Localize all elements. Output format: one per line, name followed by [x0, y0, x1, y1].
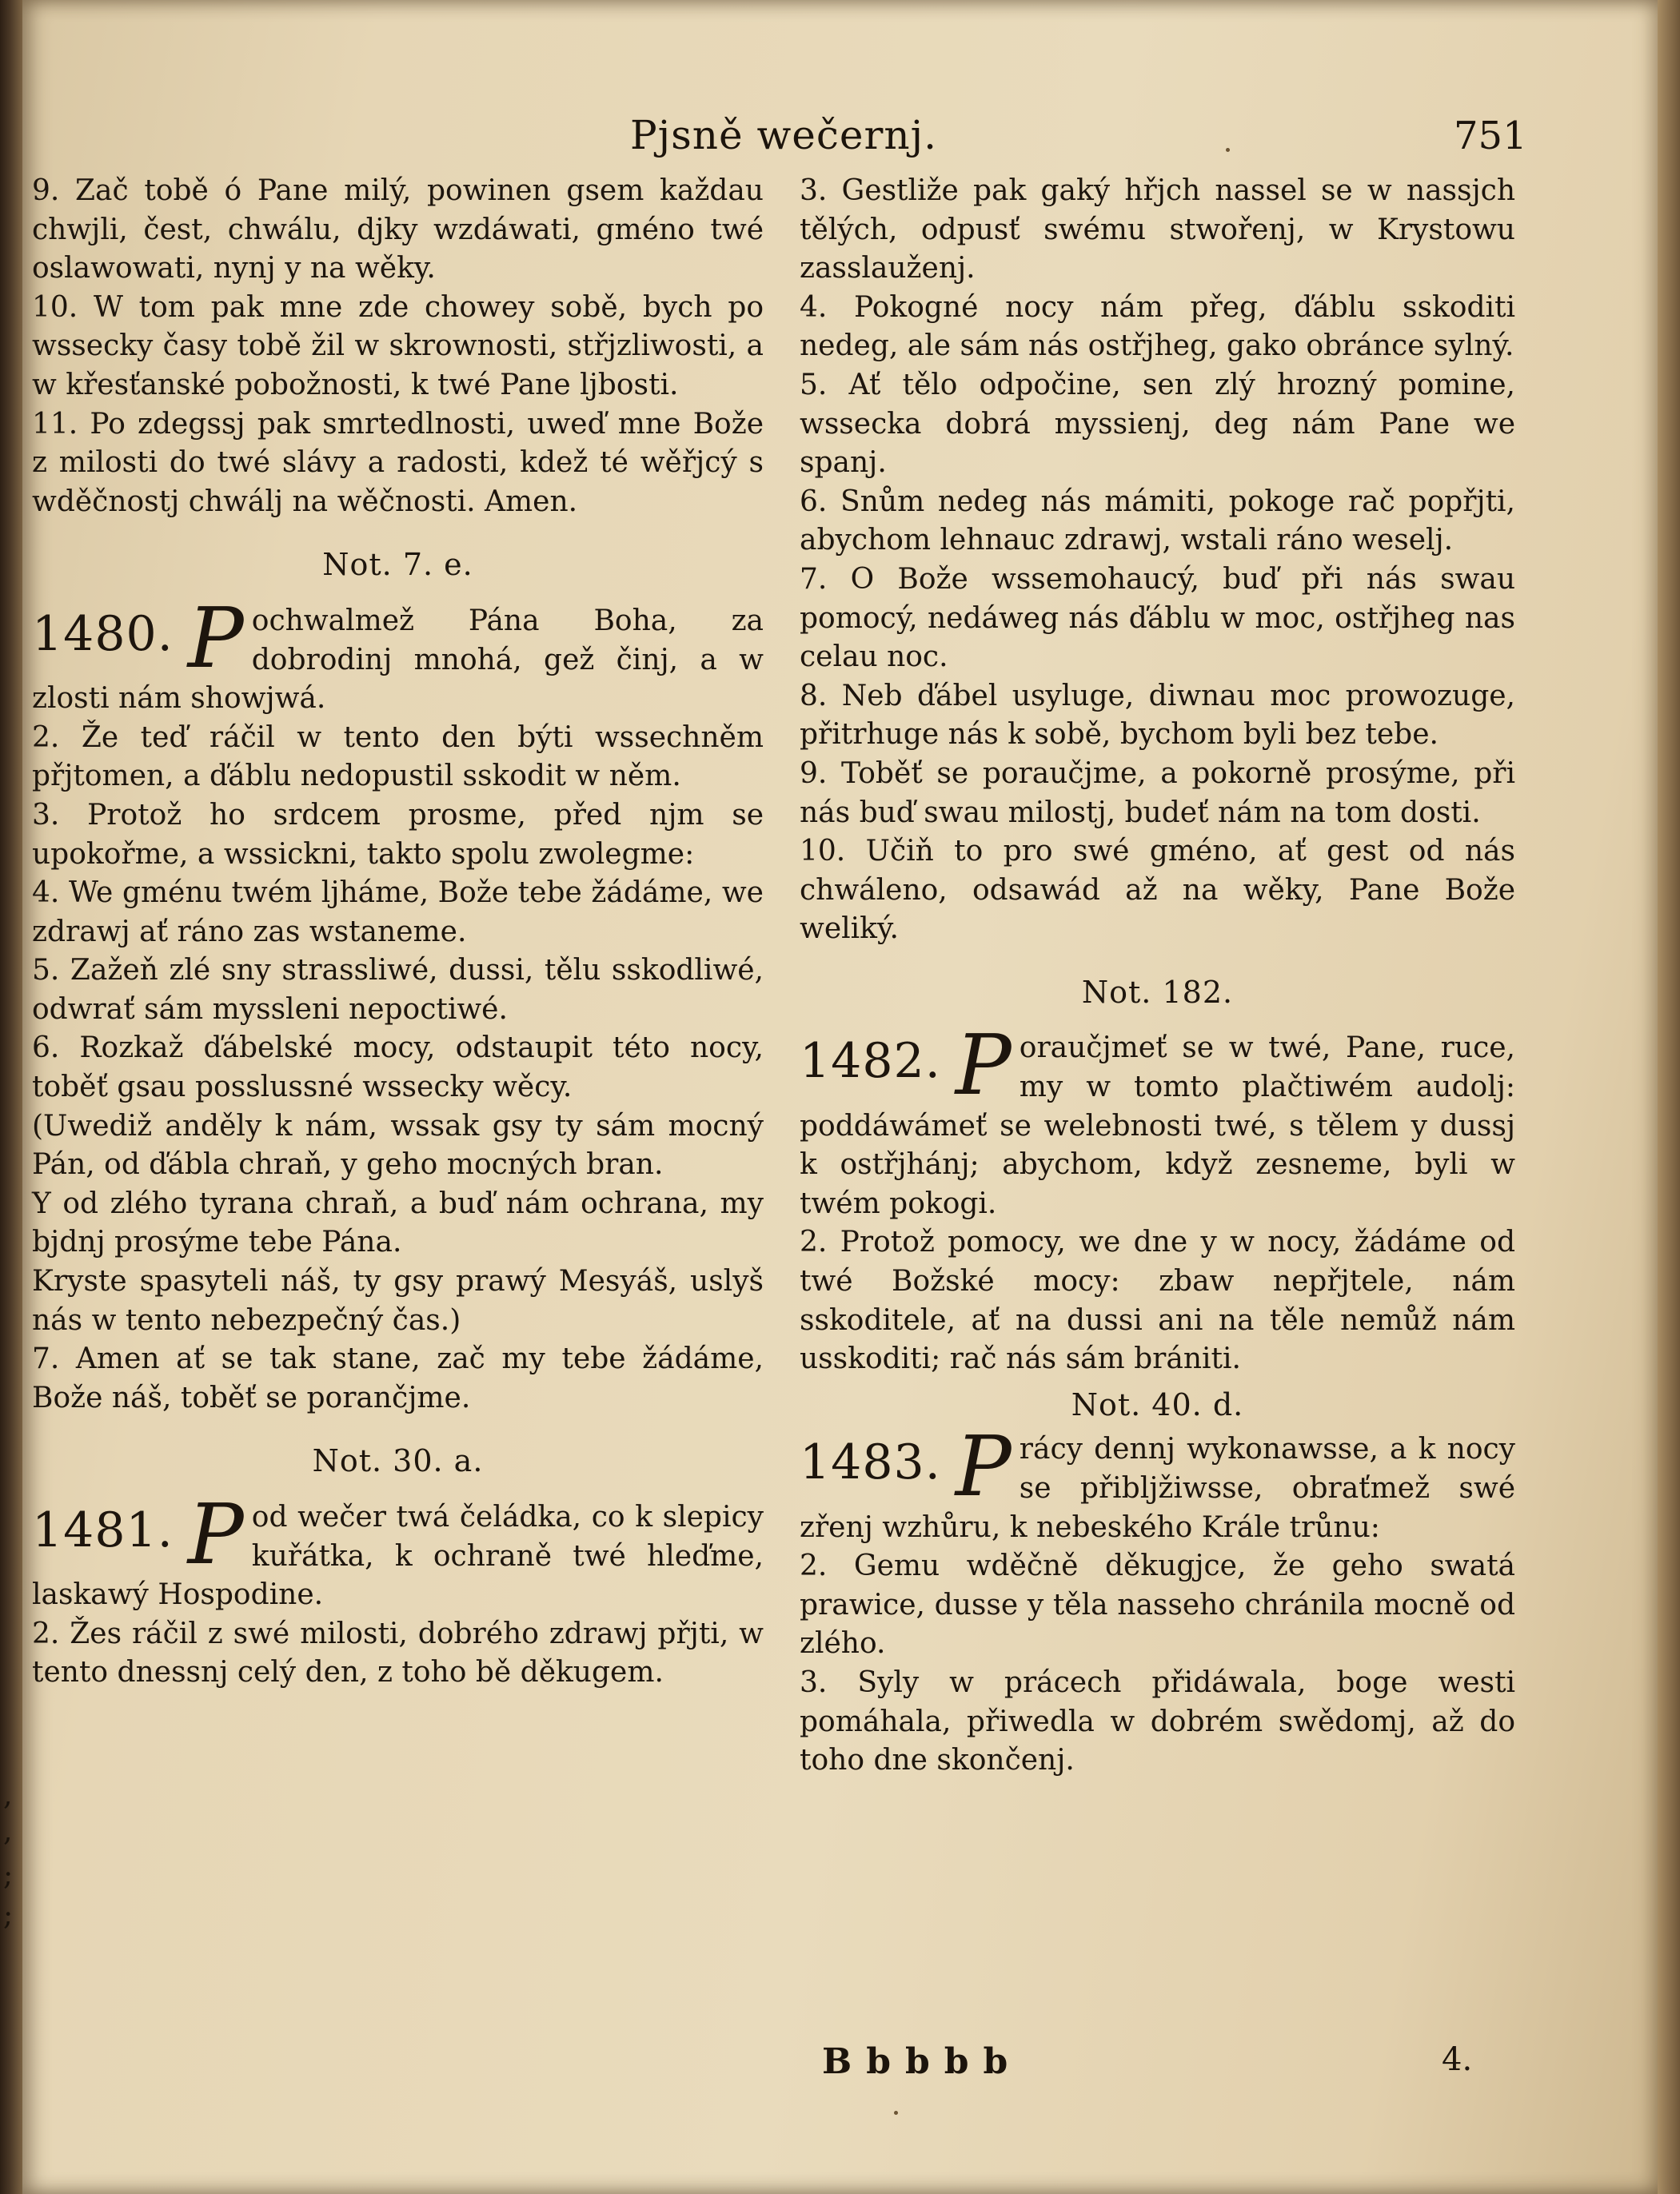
- verse: 9. Zač tobě ó Pane milý, powinen gsem každau chwjli, čest, chwálu, djky wzdáwati, gméno twé oslawowati, nynj y na wěky.: [32, 174, 764, 285]
- verse: 10. W tom pak mne zde chowey sobě, bych po wssecky časy tobě žil w skrownosti, střjzliwosti, a w křesťanské pobožnosti, k twé Pane ljbosti.: [32, 290, 764, 401]
- verse: 2. Že teď ráčil w tento den býti wssechněm přjtomen, a ďáblu nedopustil sskodit w něm.: [32, 720, 764, 793]
- edge-mark: ;: [3, 1899, 14, 1932]
- drop-cap-initial: P: [955, 1016, 1012, 1115]
- verse: 6. Snům nedeg nás mámiti, pokoge rač popřjti, abychom lehnauc zdrawj, wstali ráno weselj.: [800, 485, 1515, 557]
- verse: 9. Toběť se poraučjme, a pokorně prosýme, při nás buď swau milostj, budeť nám na tom dosti.: [800, 756, 1515, 829]
- hymn-number: 1481.: [32, 1502, 174, 1558]
- catchword: 4.: [1442, 2041, 1473, 2078]
- verse: Y od zlého tyrana chraň, a buď nám ochrana, my bjdnj prosýme tebe Pána.: [32, 1187, 764, 1259]
- drop-cap-initial: P: [187, 588, 244, 687]
- drop-cap-initial: P: [955, 1418, 1012, 1516]
- verse: 7. O Bože wssemohaucý, buď při nás swau pomocý, nedáweg nás ďáblu w moc, ostřjheg nas celau noc.: [800, 562, 1515, 674]
- melody-note: Not. 30. a.: [312, 1443, 484, 1479]
- page-number: 751: [1454, 114, 1527, 158]
- verse: 3. Gestliže pak gaký hřjch nassel se w nassjch tělých, odpusť swému stwořenj, w Krystowu zasslauženj.: [800, 174, 1515, 285]
- verse: od wečer twá čeládka, co k slepicy kuřátka, k ochraně twé hleďme, laskawý Hospodine.: [32, 1501, 764, 1612]
- hymn-number: 1483.: [800, 1434, 941, 1491]
- verse: 10. Učiň to pro swé gméno, ať gest od nás chwáleno, odsawád až na wěky, Pane Bože weliký.: [800, 835, 1515, 946]
- verse: 2. Žes ráčil z swé milosti, dobrého zdrawj přjti, w tento dnessnj celý den, z toho bě děkugem.: [32, 1617, 764, 1689]
- previous-page-edge: [0, 0, 22, 2194]
- book-page: [22, 0, 1658, 2194]
- verse: 3. Protož ho srdcem prosme, před njm se upokořme, a wssickni, takto spolu zwolegme:: [32, 798, 764, 871]
- signature-mark: Bbbbb: [822, 2041, 1023, 2082]
- drop-cap-initial: P: [187, 1486, 244, 1583]
- edge-mark: ,: [3, 1779, 13, 1812]
- hymn-1483: [800, 1418, 1515, 1780]
- verse: 5. Ať tělo odpočine, sen zlý hrozný pomine, wssecka dobrá myssienj, deg nám Pane we spanj.: [800, 368, 1515, 480]
- verse: 8. Neb ďábel usyluge, diwnau moc prowozuge, přitrhuge nás k sobě, bychom byli bez tebe.: [800, 679, 1515, 752]
- hymn-1480: [32, 588, 764, 1418]
- melody-note: Not. 182.: [1081, 974, 1234, 1010]
- melody-note: Not. 7. e.: [322, 547, 473, 583]
- verse: oraučjmeť se w twé, Pane, ruce, my w tomto plačtiwém audolj: poddáwámeť se welebnosti twé, s tělem y dussj k ostřjhánj; abychom, když zesneme, byli w twém pokogi.: [800, 1031, 1515, 1220]
- verse: 2. Protož pomocy, we dne y w nocy, žádáme od twé Božské mocy: zbaw nepřjtele, nám sskoditele, ať na dussi ani na těle nemůž nám usskoditi; rač nás sám brániti.: [800, 1226, 1515, 1376]
- page-header: [22, 112, 1658, 168]
- right-page-edge: [1658, 0, 1680, 2194]
- running-title: Pjsně wečernj.: [630, 112, 937, 158]
- paper-speck: [1226, 148, 1230, 152]
- hymn-1482: [800, 1016, 1515, 1378]
- verse: 4. Pokogné nocy nám přeg, ďáblu sskoditi nedeg, ale sám nás ostřjheg, gako obránce sylný.: [800, 290, 1515, 363]
- hymn-1481: [32, 1486, 764, 1693]
- verse: 6. Rozkaž ďábelské mocy, odstaupit této nocy, toběť gsau posslussné wssecky wěcy.: [32, 1031, 764, 1104]
- melody-note: Not. 40. d.: [1071, 1386, 1244, 1422]
- verse: 3. Syly w prácech přidáwala, boge westi pomáhala, přiwedla w dobrém swědomj, až do toho dne skončenj.: [800, 1665, 1515, 1777]
- verse: ochwalmež Pána Boha, za dobrodinj mnohá, gež činj, a w zlosti nám showjwá.: [32, 604, 764, 716]
- left-column: [32, 172, 764, 1693]
- hymn-number: 1480.: [32, 605, 174, 662]
- verse: 4. We gménu twém ljháme, Bože tebe žádáme, we zdrawj ať ráno zas wstaneme.: [32, 876, 764, 948]
- verse: 2. Gemu wděčně děkugjce, že geho swatá prawice, dusse y těla nasseho chránila mocně od zlého.: [800, 1550, 1515, 1661]
- verse: rácy dennj wykonawsse, a k nocy se přibljžiwsse, obraťmež swé zřenj wzhůru, k nebeského Krále trůnu:: [800, 1433, 1515, 1544]
- verse: 11. Po zdegssj pak smrtedlnosti, uweď mne Bože z milosti do twé slávy a radosti, kdež té wěřjcý s wděčnostj chwálj na wěčnosti. Amen.: [32, 407, 764, 518]
- paper-speck: [894, 2111, 898, 2115]
- verse: (Uwediž anděly k nám, wssak gsy ty sám mocný Pán, od ďábla chraň, y geho mocných bran.: [32, 1109, 764, 1182]
- verse: Kryste spasyteli náš, ty gsy prawý Mesyáš, uslyš nás w tento nebezpečný čas.): [32, 1265, 764, 1337]
- edge-mark: ;: [3, 1859, 14, 1892]
- hymn-number: 1482.: [800, 1033, 941, 1090]
- right-column: [800, 172, 1515, 1781]
- edge-mark: ,: [3, 1815, 13, 1848]
- verse: 7. Amen ať se tak stane, zač my tebe žádáme, Bože náš, toběť se porančjme.: [32, 1342, 764, 1414]
- verse: 5. Zažeň zlé sny strassliwé, dussi, tělu sskodliwé, odwrať sám myssleni nepoctiwé.: [32, 954, 764, 1026]
